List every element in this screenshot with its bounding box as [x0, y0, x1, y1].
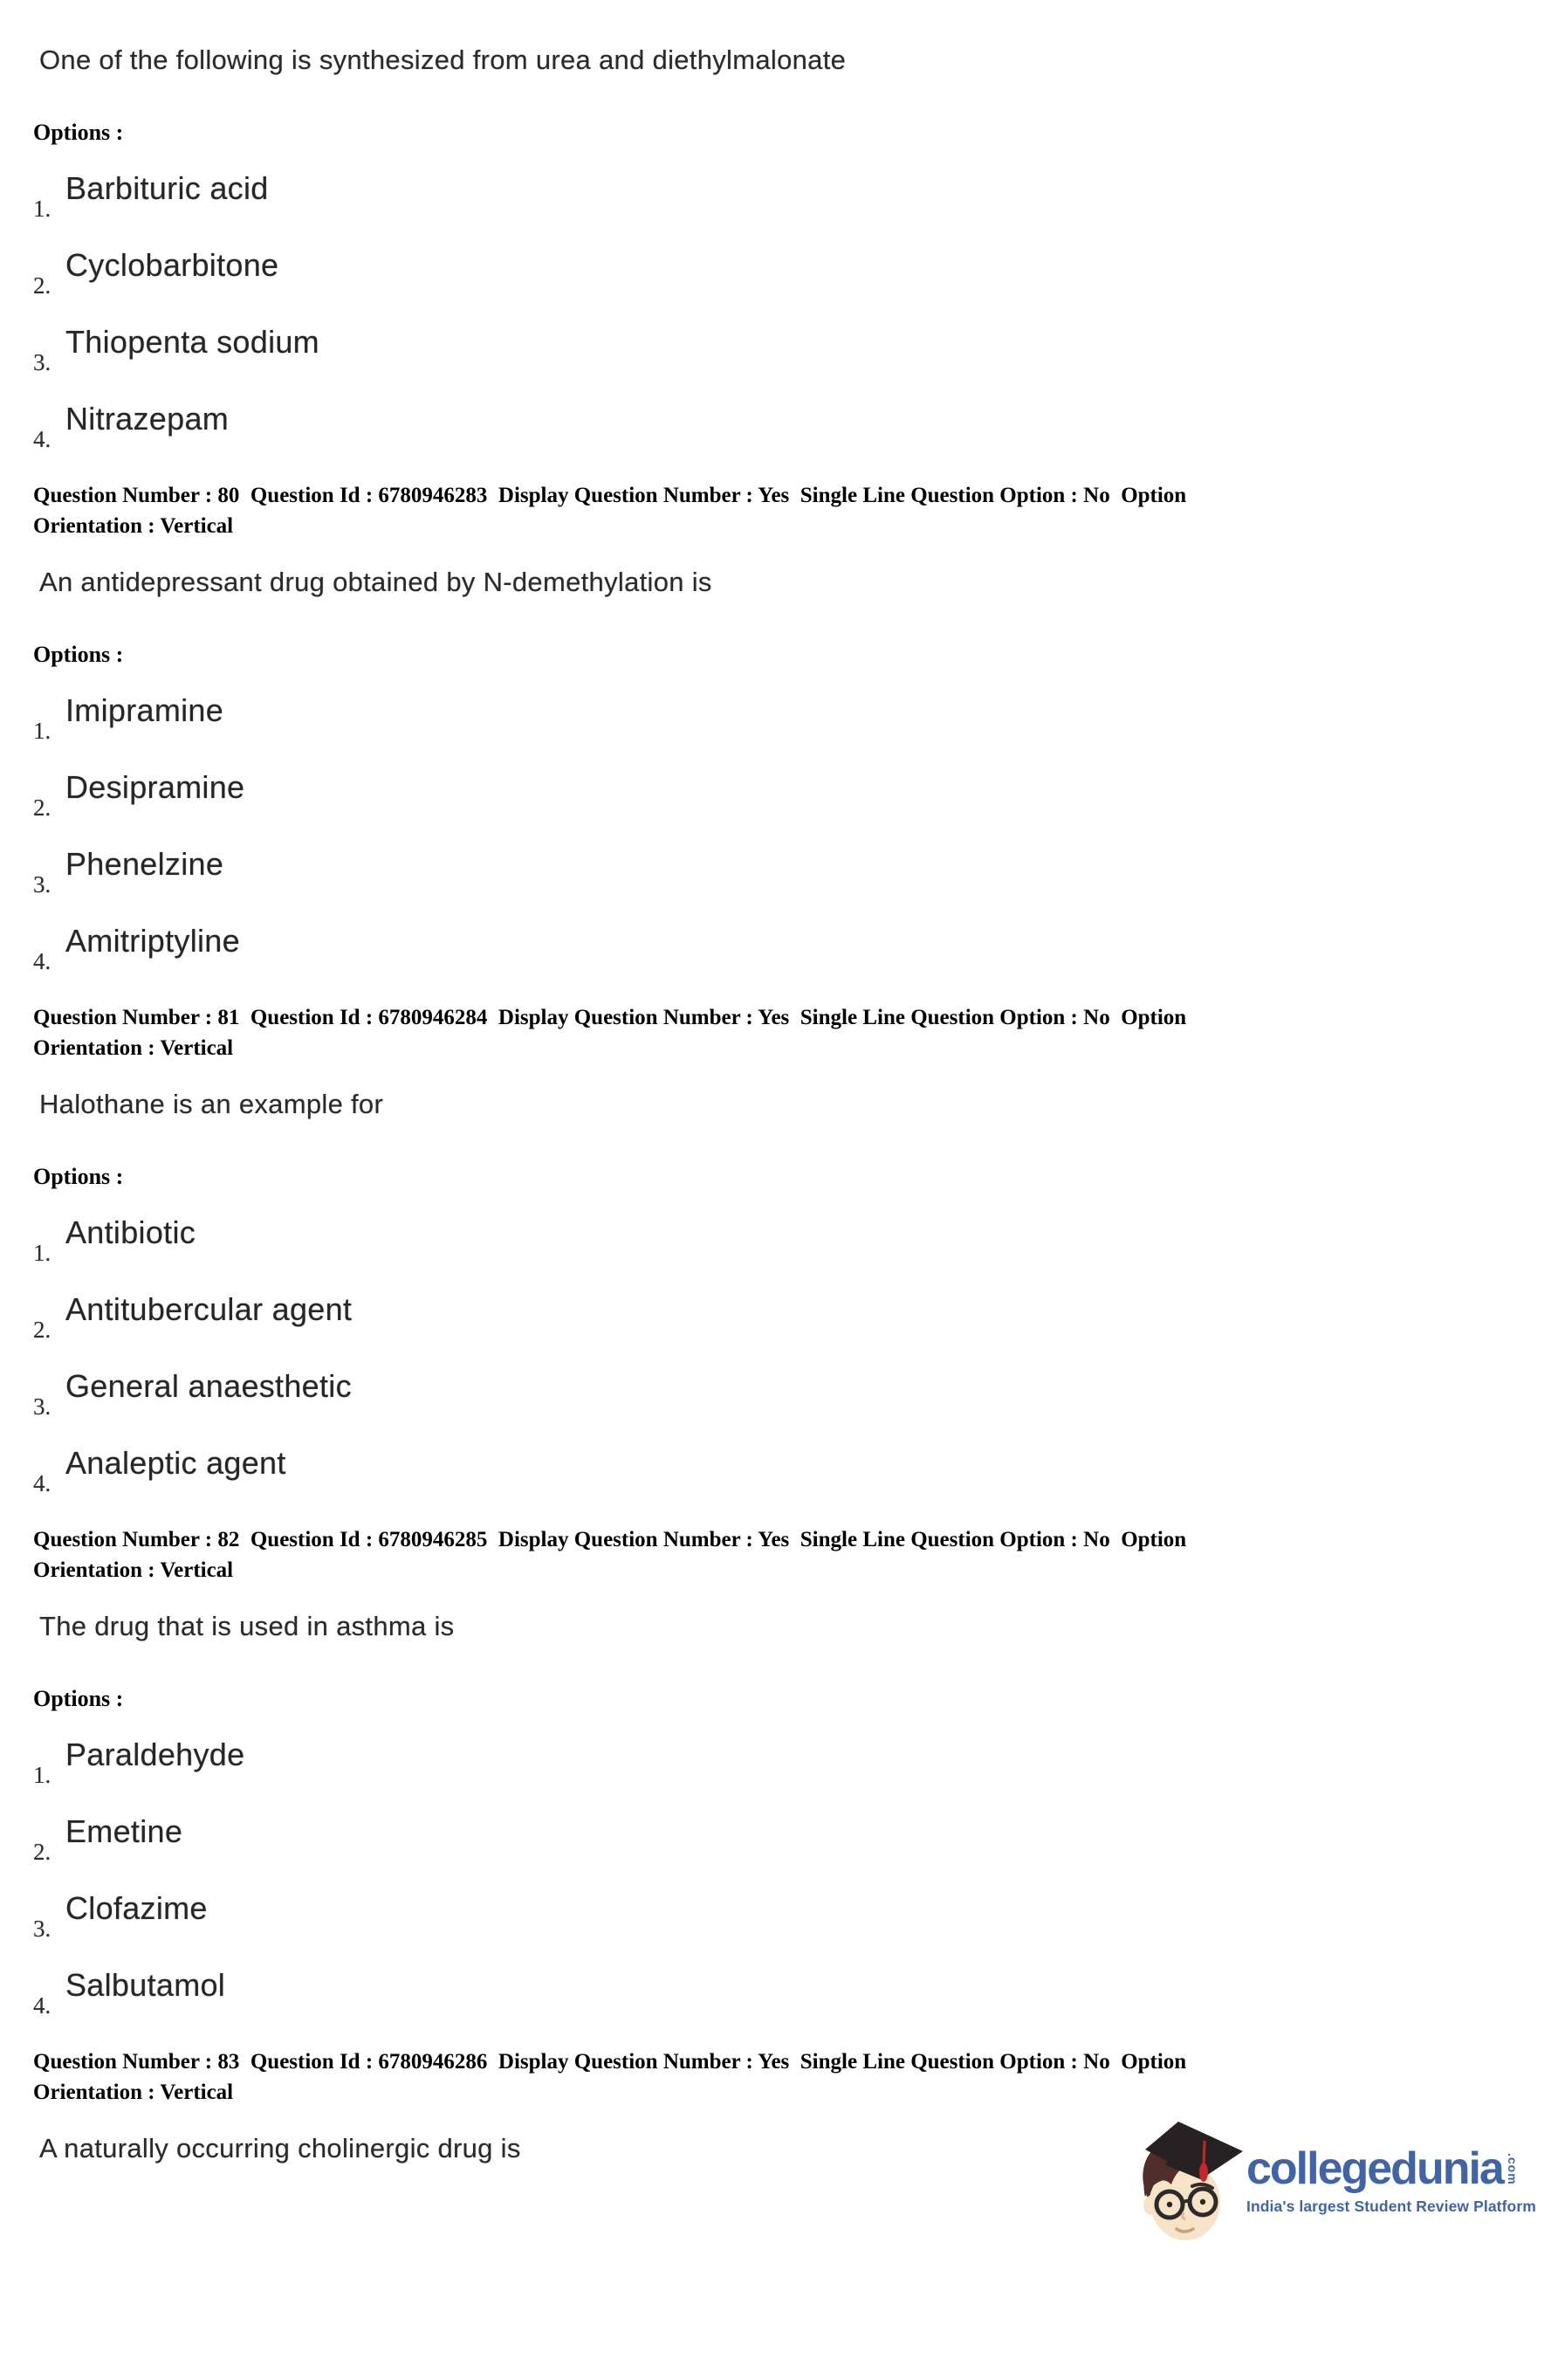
option-number: 2. — [33, 794, 51, 821]
option-number: 2. — [33, 1839, 51, 1865]
option-row — [33, 845, 1523, 899]
option-number: 2. — [33, 1317, 51, 1343]
option-number: 4. — [33, 426, 51, 452]
logo-brand-text: collegedunia — [1246, 2143, 1503, 2194]
question-text: An antidepressant drug obtained by N-demethylation is — [39, 567, 712, 597]
option-row — [33, 169, 1523, 224]
options-label: Options : — [33, 120, 124, 145]
question-meta-line: Orientation : Vertical — [33, 1558, 234, 1582]
question-meta-line: Orientation : Vertical — [33, 514, 234, 538]
question-meta-line: Orientation : Vertical — [33, 1036, 234, 1060]
question-text: Halothane is an example for — [39, 1089, 384, 1119]
options-label: Options : — [33, 1686, 124, 1711]
options-label: Options : — [33, 642, 124, 667]
question-list — [33, 42, 1523, 2167]
option-label: Desipramine — [65, 769, 245, 805]
question-meta-line: Question Number : 82 Question Id : 6780946285 Display Question Number : Yes Single Line Question Option : No Option — [33, 1528, 1187, 1551]
option-number: 3. — [33, 349, 51, 375]
option-label: Salbutamol — [65, 1967, 226, 2003]
option-row — [33, 1290, 1523, 1345]
option-label: Amitriptyline — [65, 923, 240, 959]
question-meta — [33, 2046, 1517, 2108]
question-meta — [33, 480, 1517, 541]
option-list — [33, 1214, 1523, 1498]
question-meta-line: Orientation : Vertical — [33, 2081, 234, 2104]
question-block — [33, 1524, 1523, 2020]
question-block — [33, 480, 1523, 976]
option-number: 2. — [33, 272, 51, 299]
question-meta-line: Question Number : 83 Question Id : 6780946286 Display Question Number : Yes Single Line Question Option : No Option — [33, 2050, 1187, 2074]
option-row — [33, 1444, 1523, 1498]
option-label: Antitubercular agent — [65, 1291, 353, 1327]
option-number: 3. — [33, 1393, 51, 1420]
option-number: 1. — [33, 1762, 51, 1788]
option-label: Analeptic agent — [65, 1445, 286, 1481]
option-number: 1. — [33, 196, 51, 222]
option-label: Cyclobarbitone — [65, 247, 279, 283]
option-row — [33, 768, 1523, 822]
option-row — [33, 1813, 1523, 1867]
option-row — [33, 246, 1523, 300]
option-row — [33, 1367, 1523, 1421]
option-row — [33, 400, 1523, 454]
option-number: 3. — [33, 1916, 51, 1942]
option-label: Phenelzine — [65, 846, 224, 882]
question-text: A naturally occurring cholinergic drug is — [39, 2133, 521, 2163]
option-number: 3. — [33, 871, 51, 898]
logo-domain-suffix: .com — [1505, 2153, 1520, 2185]
question-meta-line: Question Number : 81 Question Id : 6780946284 Display Question Number : Yes Single Line Question Option : No Option — [33, 1006, 1187, 1029]
logo-text — [1246, 2143, 1536, 2216]
question-block — [33, 1002, 1523, 1498]
collegedunia-logo — [1128, 2116, 1536, 2256]
option-label: General anaesthetic — [65, 1368, 352, 1404]
question-meta — [33, 1524, 1517, 1586]
option-row — [33, 691, 1523, 746]
option-number: 4. — [33, 1992, 51, 2019]
option-number: 4. — [33, 1470, 51, 1496]
option-label: Emetine — [65, 1813, 183, 1849]
option-row — [33, 1889, 1523, 1943]
option-label: Paraldehyde — [65, 1737, 245, 1772]
option-label: Nitrazepam — [65, 401, 230, 437]
logo-tagline: India's largest Student Review Platform — [1246, 2198, 1536, 2215]
option-list — [33, 691, 1523, 976]
option-row — [33, 1966, 1523, 2020]
question-meta-line: Question Number : 80 Question Id : 6780946283 Display Question Number : Yes Single Line Question Option : No Option — [33, 484, 1187, 507]
option-number: 1. — [33, 1240, 51, 1266]
option-label: Antibiotic — [65, 1214, 196, 1250]
options-label: Options : — [33, 1164, 124, 1189]
question-text: One of the following is synthesized from urea and diethylmalonate — [39, 45, 847, 75]
question-meta — [33, 1002, 1517, 1063]
option-row — [33, 922, 1523, 976]
option-label: Imipramine — [65, 692, 224, 728]
option-number: 1. — [33, 718, 51, 744]
option-number: 4. — [33, 948, 51, 974]
option-row — [33, 1736, 1523, 1790]
question-text: The drug that is used in asthma is — [39, 1611, 455, 1641]
option-label: Barbituric acid — [65, 170, 269, 206]
option-row — [33, 323, 1523, 377]
graduate-mascot-icon — [1128, 2116, 1250, 2256]
option-list — [33, 1736, 1523, 2020]
option-label: Thiopenta sodium — [65, 324, 319, 360]
question-block — [33, 42, 1523, 454]
option-row — [33, 1214, 1523, 1268]
option-label: Clofazime — [65, 1890, 208, 1926]
option-list — [33, 169, 1523, 454]
